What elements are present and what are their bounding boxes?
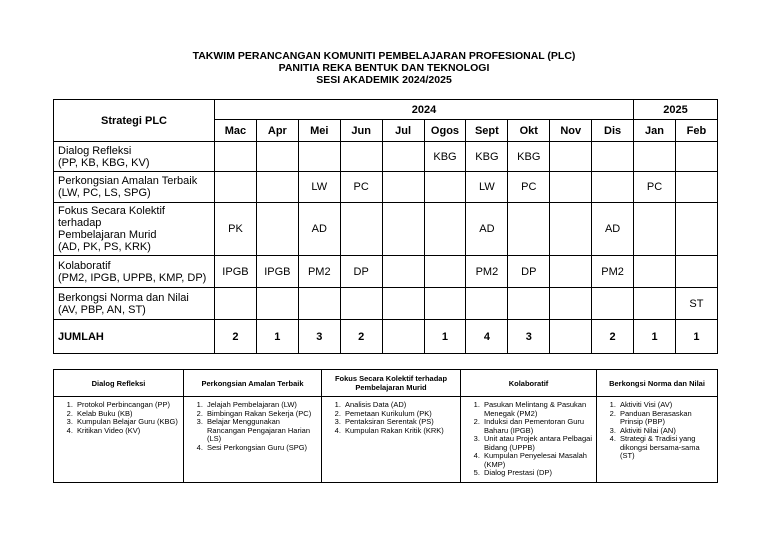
schedule-cell (424, 172, 466, 203)
total-cell: 3 (298, 320, 340, 354)
schedule-cell: PM2 (592, 256, 634, 288)
schedule-cell (634, 142, 676, 172)
year-2025-header: 2025 (634, 100, 718, 120)
legend-list (464, 401, 593, 478)
legend-item: 5. Dialog Prestasi (DP) (482, 469, 593, 478)
legend-list-cell (322, 397, 461, 483)
total-label: JUMLAH (54, 320, 215, 354)
schedule-cell: KBG (508, 142, 550, 172)
month-header-ogos: Ogos (424, 120, 466, 142)
strategy-line2: (PP, KB, KBG, KV) (58, 156, 150, 169)
legend-list-cell (184, 397, 322, 483)
total-cell (550, 320, 592, 354)
strategy-line1: Kolaboratif (58, 259, 111, 272)
schedule-cell (340, 142, 382, 172)
schedule-cell: PC (508, 172, 550, 203)
schedule-cell: PC (340, 172, 382, 203)
strategy-name (54, 142, 215, 172)
schedule-cell: PK (215, 203, 257, 256)
schedule-cell: PM2 (466, 256, 508, 288)
schedule-cell (675, 256, 717, 288)
table-row (54, 172, 718, 203)
doc-title-line3: SESI AKADEMIK 2024/2025 (316, 74, 452, 86)
legend-table (53, 369, 718, 483)
schedule-cell (340, 288, 382, 320)
total-cell: 1 (634, 320, 676, 354)
legend-item: 1. Pasukan Melintang & Pasukan Menegak (PM2) (482, 401, 593, 418)
schedule-cell (298, 142, 340, 172)
total-cell: 1 (424, 320, 466, 354)
total-cell: 2 (340, 320, 382, 354)
strategy-name (54, 172, 215, 203)
strategy-line1: Perkongsian Amalan Terbaik (58, 175, 198, 187)
schedule-cell (382, 288, 424, 320)
schedule-cell (215, 288, 257, 320)
legend-item: 1. Aktiviti Visi (AV) (618, 401, 714, 410)
schedule-cell (675, 142, 717, 172)
schedule-cell: LW (466, 172, 508, 203)
schedule-cell (550, 172, 592, 203)
total-cell: 2 (215, 320, 257, 354)
month-header-jun: Jun (340, 120, 382, 142)
schedule-cell (256, 288, 298, 320)
legend-header: Kolaboratif (461, 370, 597, 397)
month-header-apr: Apr (256, 120, 298, 142)
month-header-sept: Sept (466, 120, 508, 142)
month-header-jul: Jul (382, 120, 424, 142)
schedule-cell: AD (298, 203, 340, 256)
schedule-cell: ST (675, 288, 717, 320)
schedule-cell (550, 288, 592, 320)
legend-list (57, 401, 180, 435)
schedule-cell (634, 288, 676, 320)
doc-title-line2: PANITIA REKA BENTUK DAN TEKNOLOGI (278, 62, 490, 74)
table-row (54, 142, 718, 172)
legend-item: 1. Analisis Data (AD) (343, 401, 457, 410)
schedule-cell (550, 256, 592, 288)
legend-item: 3. Pentaksiran Serentak (PS) (343, 418, 457, 427)
schedule-cell (382, 172, 424, 203)
legend-item: 4. Strategi & Tradisi yang dikongsi bersama-sama (ST) (618, 435, 714, 461)
month-header-mei: Mei (298, 120, 340, 142)
strategy-line2: (LW, PC, LS, SPG) (58, 187, 151, 199)
schedule-cell (466, 288, 508, 320)
legend-list-cell (597, 397, 718, 483)
schedule-cell: PC (634, 172, 676, 203)
strategy-line1: Dialog Refleksi (58, 144, 132, 157)
schedule-cell: AD (592, 203, 634, 256)
strategy-name (54, 256, 215, 288)
table-row (54, 203, 718, 256)
schedule-cell: KBG (424, 142, 466, 172)
month-header-okt: Okt (508, 120, 550, 142)
total-cell: 2 (592, 320, 634, 354)
schedule-cell: LW (298, 172, 340, 203)
legend-item: 3. Aktiviti Nilai (AN) (618, 427, 714, 436)
total-cell: 4 (466, 320, 508, 354)
strategy-line1: Fokus Secara Kolektif terhadap (58, 205, 165, 229)
legend-item: 2. Panduan Berasaskan Prinsip (PBP) (618, 410, 714, 427)
strategy-name (54, 288, 215, 320)
year-2024-header: 2024 (215, 100, 634, 120)
schedule-cell (298, 288, 340, 320)
schedule-cell: PM2 (298, 256, 340, 288)
legend-list-cell (461, 397, 597, 483)
schedule-cell (550, 142, 592, 172)
month-header-feb: Feb (675, 120, 717, 142)
legend-item: 3. Unit atau Projek antara Pelbagai Bidang (UPPB) (482, 435, 593, 452)
legend-header: Berkongsi Norma dan Nilai (597, 370, 718, 397)
legend-item: 4. Kritikan Video (KV) (75, 427, 180, 436)
total-cell: 3 (508, 320, 550, 354)
schedule-cell (508, 203, 550, 256)
schedule-cell (382, 203, 424, 256)
schedule-cell: AD (466, 203, 508, 256)
legend-list (325, 401, 457, 435)
schedule-cell (508, 288, 550, 320)
legend-list (187, 401, 318, 452)
schedule-cell (634, 203, 676, 256)
schedule-cell (256, 142, 298, 172)
legend-item: 1. Jelajah Pembelajaran (LW) (205, 401, 318, 410)
legend-item: 2. Bimbingan Rakan Sekerja (PC) (205, 410, 318, 419)
legend-item: 2. Pemetaan Kurikulum (PK) (343, 410, 457, 419)
strategy-name (54, 203, 215, 256)
strategy-line2: Pembelajaran Murid (58, 229, 157, 241)
strategy-line2: (AV, PBP, AN, ST) (58, 303, 146, 316)
month-header-nov: Nov (550, 120, 592, 142)
strategy-header: Strategi PLC (54, 100, 215, 142)
table-row (54, 256, 718, 288)
legend-item: 2. Induksi dan Pementoran Guru Baharu (IPGB) (482, 418, 593, 435)
strategy-line2: (PM2, IPGB, UPPB, KMP, DP) (58, 271, 207, 284)
plc-schedule-table (53, 99, 718, 354)
schedule-cell (215, 142, 257, 172)
schedule-cell (592, 288, 634, 320)
strategy-line1: Berkongsi Norma dan Nilai (58, 291, 189, 304)
legend-list (600, 401, 714, 461)
schedule-cell (550, 203, 592, 256)
total-cell: 1 (675, 320, 717, 354)
schedule-cell (424, 256, 466, 288)
schedule-cell: DP (508, 256, 550, 288)
doc-title-line1: TAKWIM PERANCANGAN KOMUNITI PEMBELAJARAN PROFESIONAL (PLC) (192, 50, 576, 62)
schedule-cell (215, 172, 257, 203)
legend-item: 4. Sesi Perkongsian Guru (SPG) (205, 444, 318, 453)
month-header-mac: Mac (215, 120, 257, 142)
month-header-jan: Jan (634, 120, 676, 142)
schedule-cell (382, 142, 424, 172)
total-cell (382, 320, 424, 354)
schedule-cell: IPGB (215, 256, 257, 288)
schedule-cell (592, 142, 634, 172)
schedule-cell (634, 256, 676, 288)
table-row (54, 288, 718, 320)
month-header-dis: Dis (592, 120, 634, 142)
strategy-line3: (AD, PK, PS, KRK) (58, 241, 151, 253)
total-cell: 1 (256, 320, 298, 354)
legend-item: 4. Kumpulan Rakan Kritik (KRK) (343, 427, 457, 436)
legend-list-cell (54, 397, 184, 483)
schedule-cell: KBG (466, 142, 508, 172)
legend-item: 1. Protokol Perbincangan (PP) (75, 401, 180, 410)
legend-header: Fokus Secara Kolektif terhadap Pembelajaran Murid (322, 370, 461, 397)
schedule-cell (340, 203, 382, 256)
legend-item: 3. Belajar Menggunakan Rancangan Pengajaran Harian (LS) (205, 418, 318, 444)
schedule-cell (675, 203, 717, 256)
schedule-cell (424, 288, 466, 320)
legend-header: Dialog Refleksi (54, 370, 184, 397)
schedule-cell (592, 172, 634, 203)
legend-item: 2. Kelab Buku (KB) (75, 410, 180, 419)
schedule-cell (424, 203, 466, 256)
schedule-cell (675, 172, 717, 203)
schedule-cell: IPGB (256, 256, 298, 288)
schedule-cell (256, 172, 298, 203)
schedule-cell (382, 256, 424, 288)
legend-item: 4. Kumpulan Penyelesai Masalah (KMP) (482, 452, 593, 469)
schedule-cell (256, 203, 298, 256)
legend-header: Perkongsian Amalan Terbaik (184, 370, 322, 397)
schedule-cell: DP (340, 256, 382, 288)
legend-item: 3. Kumpulan Belajar Guru (KBG) (75, 418, 180, 427)
